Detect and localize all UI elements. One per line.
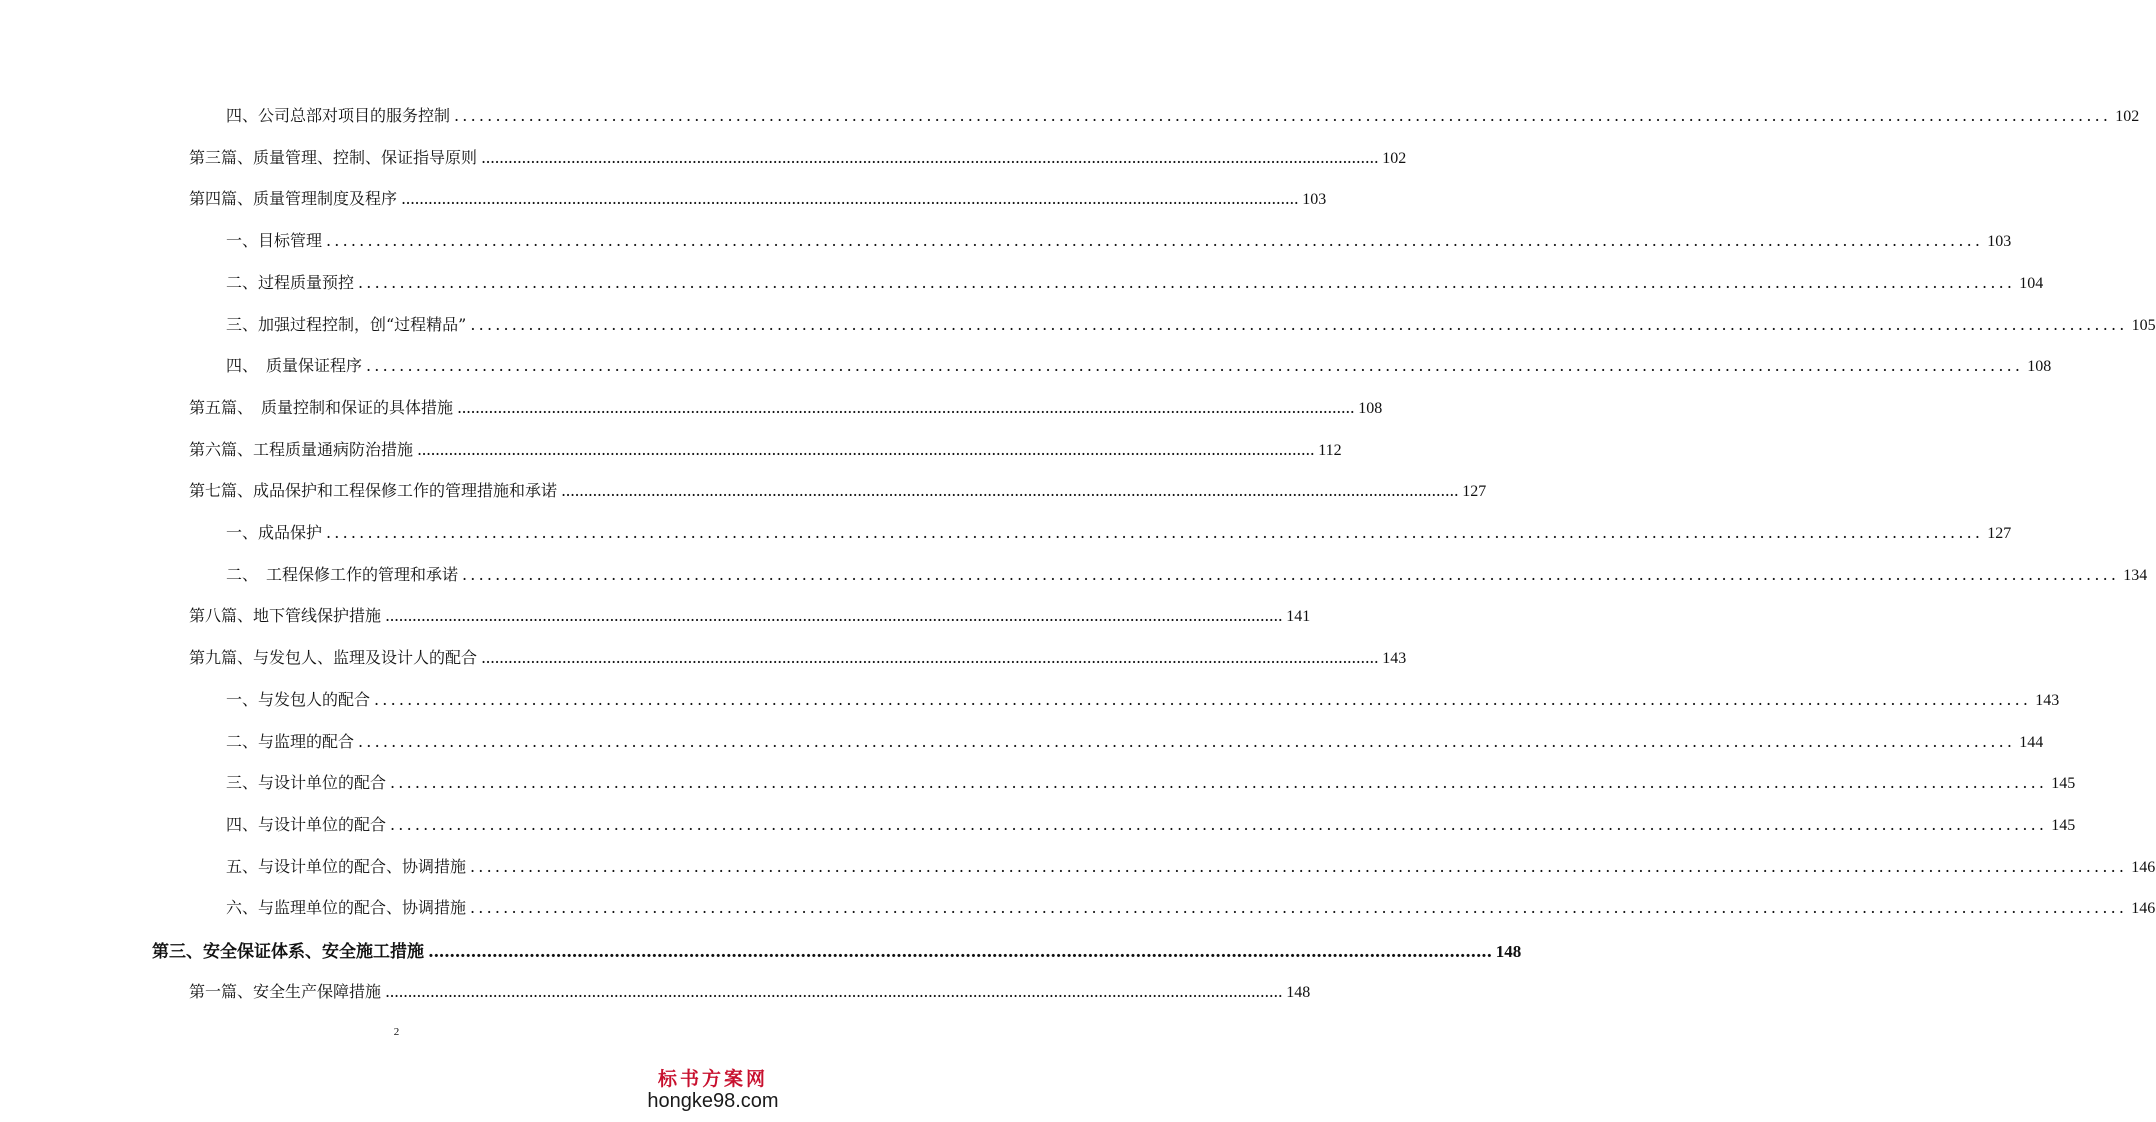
toc-entry bbox=[189, 186, 1327, 212]
toc-entry bbox=[226, 729, 2044, 755]
toc-entry-page: 105 bbox=[2131, 317, 2156, 334]
toc-entry bbox=[226, 562, 2148, 588]
toc-entry-title: 四、与设计单位的配合 bbox=[226, 815, 387, 834]
toc-dot-leader: ........................................................................................................................................................................................................ bbox=[454, 106, 2112, 125]
toc-dot-leader: ........................................................................................................................................................................................................ bbox=[462, 565, 2120, 584]
toc-dot-leader: ........................................................................................................................................................................................................ bbox=[457, 398, 1355, 417]
toc-entry-page: 143 bbox=[2035, 692, 2060, 709]
toc-dot-leader: ........................................................................................................................................................................................................ bbox=[326, 231, 1984, 250]
toc-dot-leader: ........................................................................................................................................................................................................ bbox=[481, 148, 1379, 167]
toc-entry-title: 一、目标管理 bbox=[226, 231, 323, 250]
toc-entry-page: 103 bbox=[1987, 233, 2012, 250]
page-number: 2 bbox=[393, 1026, 400, 1038]
toc-entry-page: 102 bbox=[1382, 150, 1407, 167]
toc-entry-page: 148 bbox=[1286, 984, 1311, 1001]
toc-entry-title: 二、 工程保修工作的管理和承诺 bbox=[226, 565, 459, 584]
toc-dot-leader: ........................................................................................................................................................................................................ bbox=[417, 440, 1315, 459]
toc-dot-leader: ........................................................................................................................................................................................................ bbox=[390, 773, 2048, 792]
toc-entry-title: 四、公司总部对项目的服务控制 bbox=[226, 106, 451, 125]
toc-entry-page: 112 bbox=[1318, 442, 1342, 459]
toc-entry bbox=[189, 145, 1407, 171]
toc-entry-title: 第九篇、与发包人、监理及设计人的配合 bbox=[189, 648, 478, 667]
toc-entry bbox=[189, 395, 1383, 421]
toc-entry-title: 第一篇、安全生产保障措施 bbox=[189, 982, 382, 1001]
toc-entry-title: 一、与发包人的配合 bbox=[226, 690, 371, 709]
toc-entry-page: 146 bbox=[2131, 900, 2156, 917]
toc-entry-title: 二、与监理的配合 bbox=[226, 732, 355, 751]
toc-entry-page: 108 bbox=[2027, 358, 2052, 375]
toc-entry-page: 148 bbox=[1495, 942, 1522, 961]
watermark-chinese-text: 标书方案网 bbox=[657, 1068, 768, 1090]
toc-entry-title: 五、与设计单位的配合、协调措施 bbox=[226, 857, 467, 876]
toc-entry-page: 146 bbox=[2131, 859, 2156, 876]
toc-entry-title: 第五篇、 质量控制和保证的具体措施 bbox=[189, 398, 454, 417]
toc-entry-page: 144 bbox=[2019, 734, 2044, 751]
toc-entry bbox=[189, 645, 1407, 671]
toc-entry bbox=[189, 603, 1311, 629]
toc-entry bbox=[226, 520, 2012, 546]
toc-entry-page: 127 bbox=[1987, 525, 2012, 542]
toc-dot-leader: ........................................................................................................................................................................................................ bbox=[470, 898, 2128, 917]
toc-entry-title: 三、与设计单位的配合 bbox=[226, 773, 387, 792]
toc-dot-leader: ........................................................................................................................................................................................................ bbox=[390, 815, 2048, 834]
toc-dot-leader: ........................................................................................................................................................................................................ bbox=[561, 481, 1459, 500]
toc-entry-page: 145 bbox=[2051, 817, 2076, 834]
toc-entry bbox=[189, 478, 1487, 504]
toc-entry-page: 108 bbox=[1358, 400, 1383, 417]
site-watermark-logo bbox=[643, 1068, 783, 1112]
toc-entry-page: 143 bbox=[1382, 650, 1407, 667]
toc-dot-leader: ........................................................................................................................................................................................................ bbox=[428, 942, 1492, 962]
toc-entry-page: 103 bbox=[1302, 191, 1327, 208]
toc-entry-page: 145 bbox=[2051, 775, 2076, 792]
toc-entry-title: 一、成品保护 bbox=[226, 523, 323, 542]
toc-entry bbox=[226, 228, 2012, 254]
toc-dot-leader: ........................................................................................................................................................................................................ bbox=[358, 273, 2016, 292]
toc-entry-page: 141 bbox=[1286, 608, 1311, 625]
toc-entry-title: 第八篇、地下管线保护措施 bbox=[189, 606, 382, 625]
toc-entry bbox=[226, 687, 2060, 713]
toc-dot-leader: ........................................................................................................................................................................................................ bbox=[481, 648, 1379, 667]
toc-entry bbox=[226, 353, 2052, 379]
toc-entry-page: 104 bbox=[2019, 275, 2044, 292]
toc-entry bbox=[189, 437, 1342, 463]
toc-entry-page: 127 bbox=[1462, 483, 1487, 500]
toc-entry bbox=[226, 312, 2156, 338]
toc-entry-title: 四、 质量保证程序 bbox=[226, 356, 363, 375]
toc-dot-leader: ........................................................................................................................................................................................................ bbox=[470, 857, 2128, 876]
toc-entry bbox=[226, 812, 2076, 838]
toc-entry-title: 二、过程质量预控 bbox=[226, 273, 355, 292]
toc-dot-leader: ........................................................................................................................................................................................................ bbox=[470, 315, 2128, 334]
toc-dot-leader: ........................................................................................................................................................................................................ bbox=[385, 606, 1283, 625]
toc-entry bbox=[226, 270, 2044, 296]
toc-entry-title: 六、与监理单位的配合、协调措施 bbox=[226, 898, 467, 917]
toc-entry-title: 第三、安全保证体系、安全施工措施 bbox=[152, 942, 424, 962]
toc-entry bbox=[152, 937, 1522, 963]
toc-entry-title: 第四篇、质量管理制度及程序 bbox=[189, 189, 398, 208]
toc-entry-title: 第三篇、质量管理、控制、保证指导原则 bbox=[189, 148, 478, 167]
toc-dot-leader: ........................................................................................................................................................................................................ bbox=[374, 690, 2032, 709]
toc-entry-title: 三、加强过程控制，创“过程精品” bbox=[226, 315, 467, 334]
toc-dot-leader: ........................................................................................................................................................................................................ bbox=[366, 356, 2024, 375]
watermark-domain-text: hongke98.com bbox=[647, 1090, 779, 1112]
toc-entry-page: 102 bbox=[2115, 108, 2140, 125]
toc-entry bbox=[226, 854, 2156, 880]
toc-dot-leader: ........................................................................................................................................................................................................ bbox=[358, 732, 2016, 751]
toc-entry-title: 第六篇、工程质量通病防治措施 bbox=[189, 440, 414, 459]
toc-dot-leader: ........................................................................................................................................................................................................ bbox=[326, 523, 1984, 542]
toc-entry bbox=[189, 979, 1311, 1005]
toc-entry bbox=[226, 770, 2076, 796]
toc-entry bbox=[226, 103, 2140, 129]
toc-entry-page: 134 bbox=[2123, 567, 2148, 584]
toc-dot-leader: ........................................................................................................................................................................................................ bbox=[401, 189, 1299, 208]
toc-dot-leader: ........................................................................................................................................................................................................ bbox=[385, 982, 1283, 1001]
toc-entry-title: 第七篇、成品保护和工程保修工作的管理措施和承诺 bbox=[189, 481, 558, 500]
toc-entry bbox=[226, 895, 2156, 921]
